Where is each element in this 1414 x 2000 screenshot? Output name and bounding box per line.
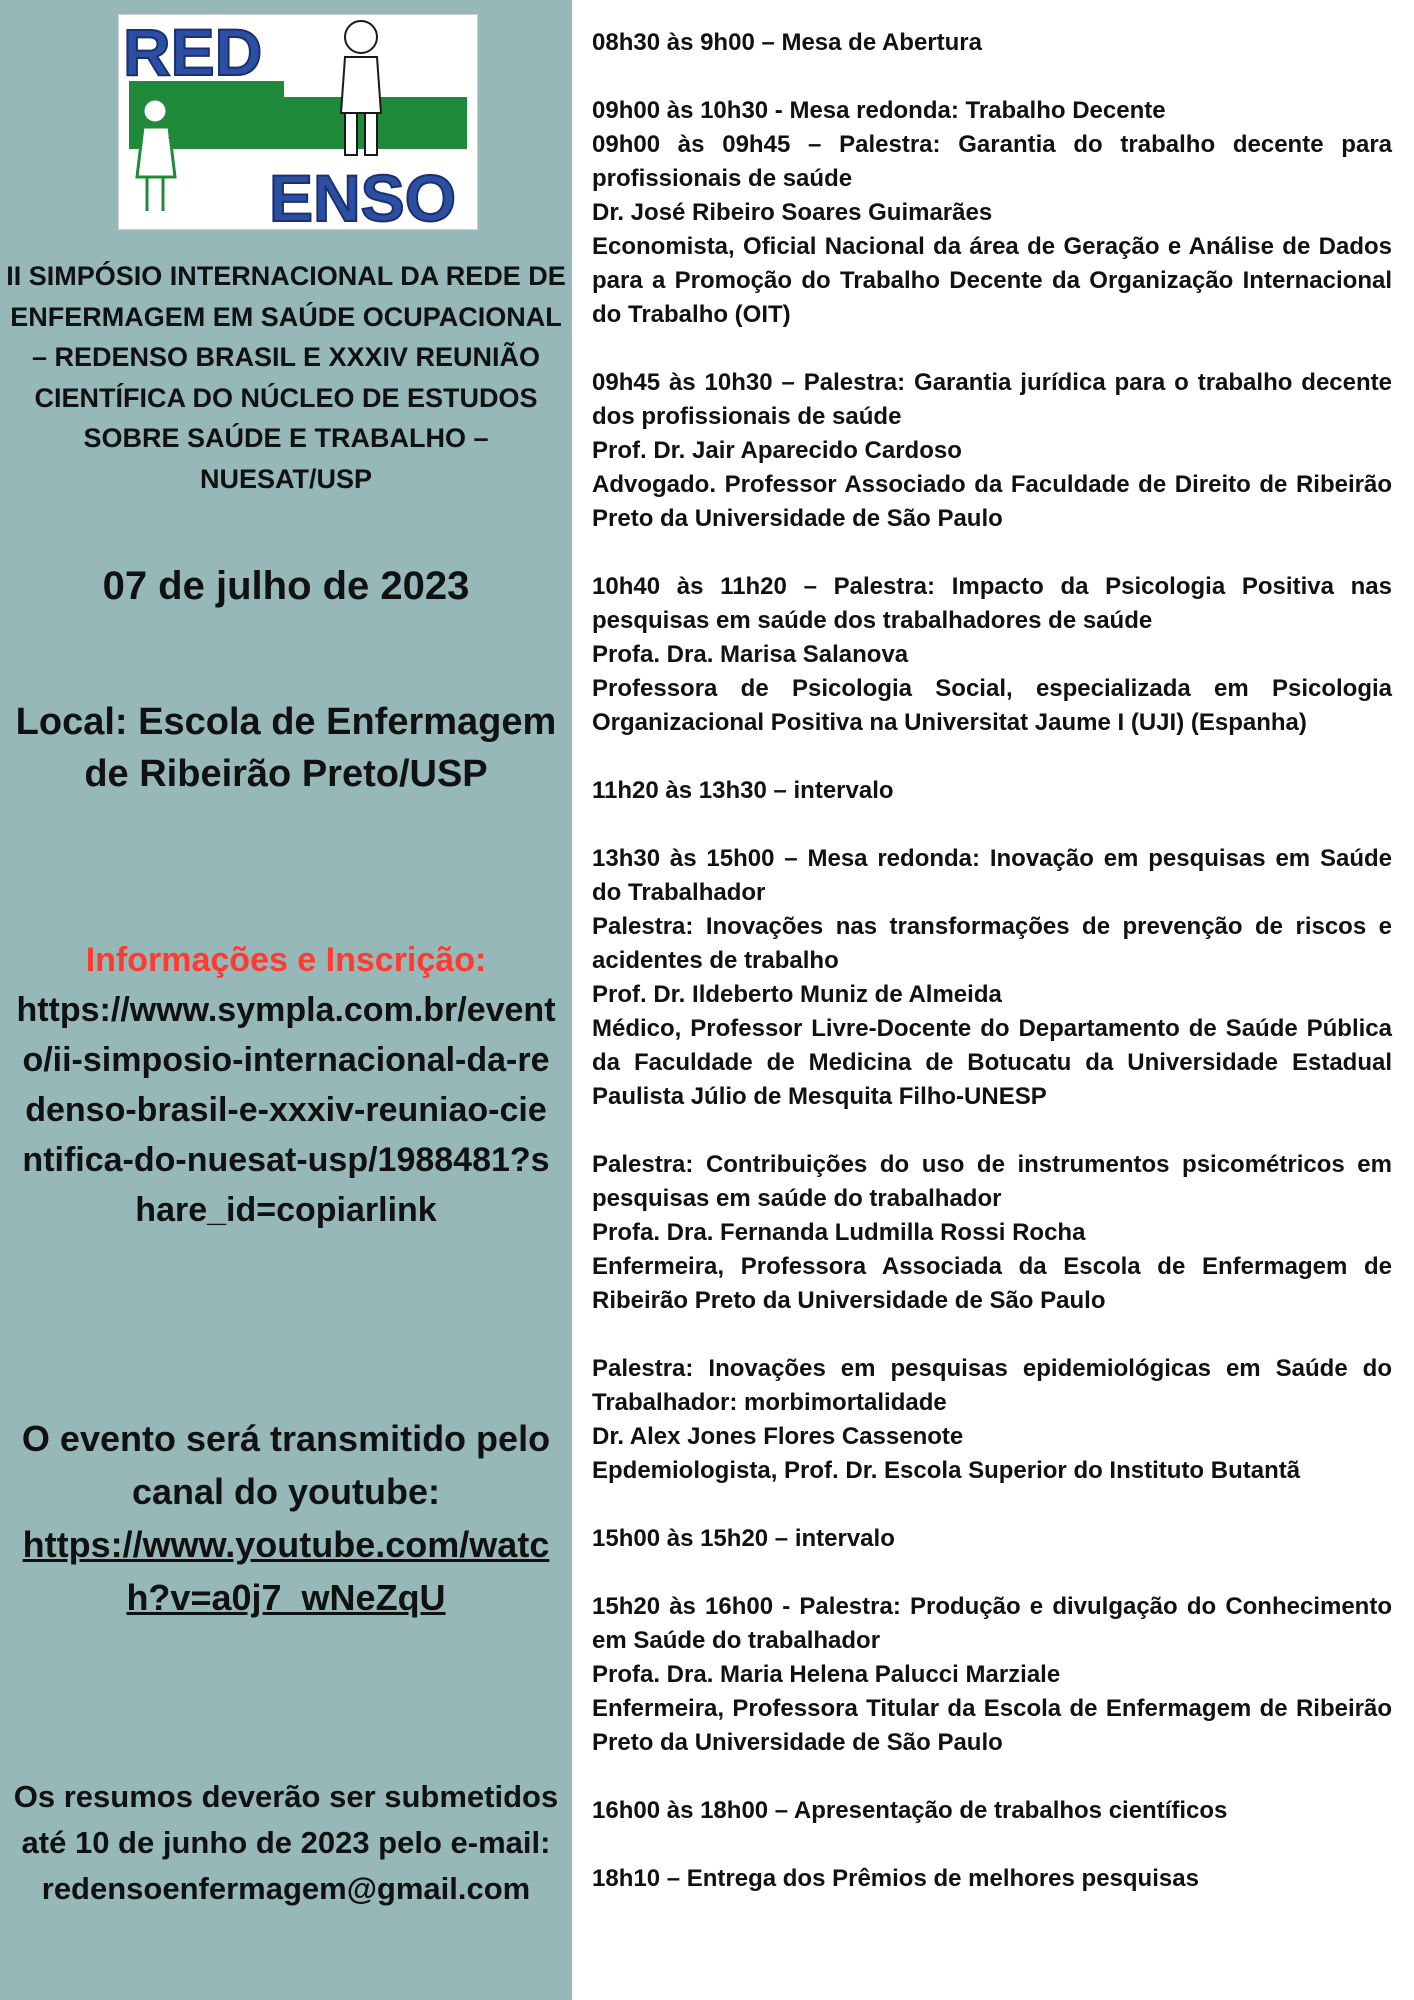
agenda-line: Prof. Dr. Jair Aparecido Cardoso [592,437,962,464]
registration-label: Informações e Inscrição: [85,941,487,979]
agenda-line: 13h30 às 15h00 – Mesa redonda: Inovação em pesquisas em Saúde do Trabalhador [592,845,1392,906]
registration-link[interactable]: https://www.sympla.com.br/evento/ii-simposio-internacional-da-redenso-brasil-e-xxxiv-reuniao-cientifica-do-nuesat-usp/1988481?share_id=copiarlink [16,991,556,1229]
agenda-line: Dr. José Ribeiro Soares Guimarães [592,199,993,226]
agenda-line: 16h00 às 18h00 – Apresentação de trabalhos científicos [592,1797,1228,1824]
agenda-block [592,570,1392,740]
agenda-block [592,26,1392,60]
youtube-text: O evento será transmitido pelo canal do youtube: [21,1418,551,1512]
agenda-line: Profa. Dra. Marisa Salanova [592,641,909,668]
agenda-line: 08h30 às 9h00 – Mesa de Abertura [592,29,982,56]
agenda-line: Enfermeira, Professora Titular da Escola de Enfermagem de Ribeirão Preto da Universidade de São Paulo [592,1695,1392,1756]
agenda-block [592,366,1392,536]
agenda-block [592,1352,1392,1488]
agenda-block [592,1522,1392,1556]
agenda-block [592,1148,1392,1318]
youtube-info [6,1412,566,1624]
agenda-line: Economista, Oficial Nacional da área de Geração e Análise de Dados para a Promoção do Trabalho Decente da Organização Internacional do Trabalho (OIT) [592,233,1392,328]
registration-info [6,935,566,1235]
redenso-logo [118,14,478,230]
agenda-line: 18h10 – Entrega dos Prêmios de melhores pesquisas [592,1865,1199,1892]
agenda-block [592,1862,1392,1896]
agenda-line: Palestra: Inovações em pesquisas epidemiológicas em Saúde do Trabalhador: morbimortalidade [592,1355,1392,1416]
agenda-block [592,1590,1392,1760]
agenda-line: Advogado. Professor Associado da Faculdade de Direito de Ribeirão Preto da Universidade de São Paulo [592,471,1392,532]
agenda-line: Profa. Dra. Fernanda Ludmilla Rossi Rocha [592,1219,1086,1246]
logo-enso-text: ENSO [269,161,457,229]
logo-red-text: RED [123,15,263,89]
agenda-line: 09h00 às 10h30 - Mesa redonda: Trabalho Decente [592,97,1166,124]
event-location: Local: Escola de Enfermagem de Ribeirão Preto/USP [15,701,557,795]
youtube-link[interactable]: https://www.youtube.com/watch?v=a0j7_wNeZqU [22,1524,550,1618]
agenda-line: Enfermeira, Professora Associada da Escola de Enfermagem de Ribeirão Preto da Universidade de São Paulo [592,1253,1392,1314]
agenda-line: Palestra: Contribuições do uso de instrumentos psicométricos em pesquisas em saúde do trabalhador [592,1151,1392,1212]
agenda-line: 09h00 às 09h45 – Palestra: Garantia do trabalho decente para profissionais de saúde [592,131,1392,192]
agenda-line: Profa. Dra. Maria Helena Palucci Marziale [592,1661,1061,1688]
agenda-block [592,842,1392,1114]
agenda-block [592,94,1392,332]
agenda-line: 10h40 às 11h20 – Palestra: Impacto da Psicologia Positiva nas pesquisas em saúde dos trabalhadores de saúde [592,573,1392,634]
agenda-line: 11h20 às 13h30 – intervalo [592,777,894,804]
redenso-logo-graphic [119,15,477,229]
event-date: 07 de julho de 2023 [102,564,470,608]
agenda-line: 15h00 às 15h20 – intervalo [592,1525,895,1552]
contact-email[interactable]: redensoenfermagem@gmail.com [41,1871,531,1906]
agenda-line: Epdemiologista, Prof. Dr. Escola Superior do Instituto Butantã [592,1457,1301,1484]
left-panel [0,0,572,2000]
abstracts-text: Os resumos deverão ser submetidos até 10 de junho de 2023 pelo e-mail: [13,1779,559,1860]
event-title: II SIMPÓSIO INTERNACIONAL DA REDE DE ENFERMAGEM EM SAÚDE OCUPACIONAL – REDENSO BRASIL E XXXIV REUNIÃO CIENTÍFICA DO NÚCLEO DE ESTUDOS SOBRE SAÚDE E TRABALHO – NUESAT/USP [6,261,566,494]
agenda-line: Palestra: Inovações nas transformações de prevenção de riscos e acidentes de trabalho [592,913,1392,974]
agenda-block [592,774,1392,808]
agenda-line: 09h45 às 10h30 – Palestra: Garantia jurídica para o trabalho decente dos profissionais de saúde [592,369,1392,430]
abstracts-info [6,1774,566,1912]
agenda-line: Médico, Professor Livre-Docente do Departamento de Saúde Pública da Faculdade de Medicina de Botucatu da Universidade Estadual Paulista Júlio de Mesquita Filho-UNESP [592,1015,1392,1110]
agenda [592,26,1392,1930]
agenda-block [592,1794,1392,1828]
agenda-line: Prof. Dr. Ildeberto Muniz de Almeida [592,981,1002,1008]
agenda-line: 15h20 às 16h00 - Palestra: Produção e divulgação do Conhecimento em Saúde do trabalhador [592,1593,1392,1654]
agenda-line: Dr. Alex Jones Flores Cassenote [592,1423,964,1450]
agenda-line: Professora de Psicologia Social, especializada em Psicologia Organizacional Positiva na Universitat Jaume I (UJI) (Espanha) [592,675,1392,736]
